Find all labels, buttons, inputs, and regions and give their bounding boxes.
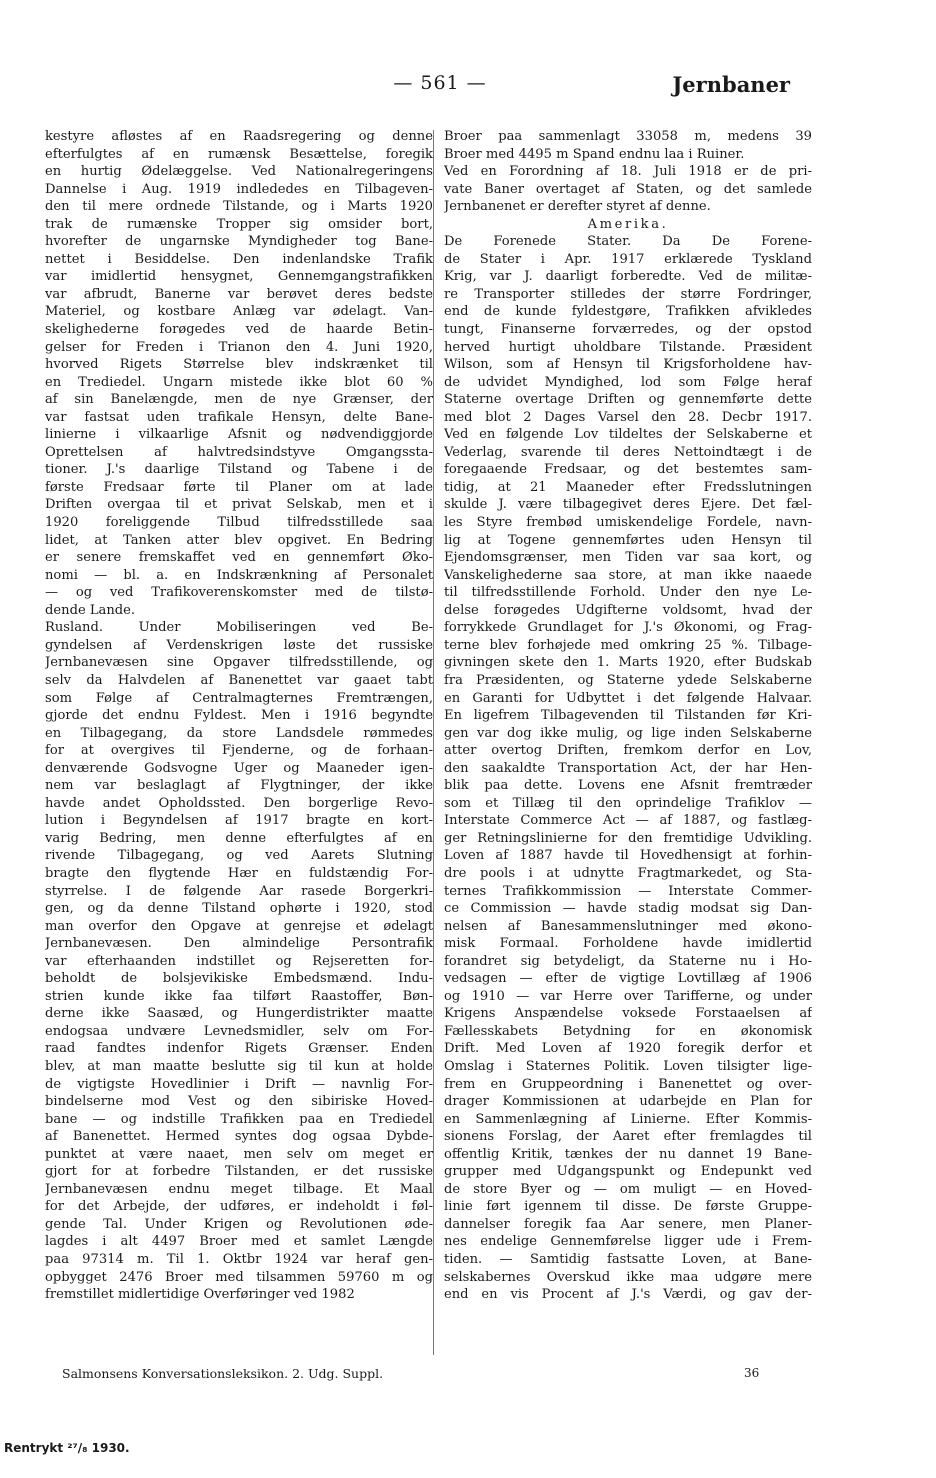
text-line: havde andet Opholdssted. Den borgerlige Revo- [45, 795, 433, 811]
text-line: Wilson, som af Hensyn til Krigsforholdene hav- [444, 357, 812, 373]
text-line: beholdt de bolsjevikiske Embedsmænd. Indu- [45, 971, 433, 987]
text-line: som et Tillæg til den oprindelige Trafiklov — [444, 795, 812, 811]
text-line: var fastsat uden trafikale Hensyn, delte Bane- [45, 409, 433, 425]
text-line: lig at Togene gennemførtes uden Hensyn til [444, 532, 812, 548]
text-line: den saakaldte Transportation Act, der har Hen- [444, 760, 812, 776]
text-line: Ved en Forordning af 18. Juli 1918 er de pri- [444, 164, 812, 180]
text-line: herved hurtigt uholdbare Tilstande. Præsident [444, 339, 812, 355]
text-line: bindelserne mod Vest og den sibiriske Hoved- [45, 1094, 433, 1110]
text-line: Ejendomsgrænser, men Tiden var saa kort, og [444, 550, 812, 566]
text-line: en Trediedel. Ungarn mistede ikke blot 60 % [45, 374, 433, 390]
text-line: re Transporter stilledes der større Fordringer, [444, 286, 812, 302]
text-line: Rusland. Under Mobiliseringen ved Be- [45, 620, 433, 636]
text-line: ternes Trafikkommission — Interstate Commer- [444, 883, 812, 899]
text-line: terne blev forhøjede med omkring 25 %. Tilbage- [444, 637, 812, 653]
text-line: raad fandtes indenfor Rigets Grænser. Enden [45, 1041, 433, 1057]
page-number: — 561 — [393, 72, 487, 94]
right-column [444, 128, 812, 1304]
text-line: denværende Godsvogne Uger og Maaneder igen- [45, 760, 433, 776]
text-line: foregaaende Fredsaar, og det bestemtes sam- [444, 462, 812, 478]
text-line: end en vis Procent af J.'s Værdi, og gav der- [444, 1287, 812, 1303]
text-line: dre pools i at udnytte Fragtmarkedet, og Sta- [444, 865, 812, 881]
text-line: En ligefrem Tilbagevenden til Tilstanden før Kri- [444, 708, 812, 724]
text-line: linie ført igennem til disse. De første Gruppe- [444, 1199, 812, 1215]
text-line: gjorde det endnu Fyldest. Men i 1916 begyndte [45, 708, 433, 724]
text-line: dende Lande. [45, 602, 136, 618]
text-line: tungt, Finanserne forværredes, og der opstod [444, 322, 812, 338]
text-line: gen, og da denne Tilstand ophørte i 1920, stod [45, 901, 433, 917]
text-line: er senere fremskaffet ved en gennemført Øko- [45, 550, 433, 566]
text-line: blik paa dette. Lovens ene Afsnit fremtræder [444, 778, 812, 794]
text-line: Fællesskabets Betydning for en økonomisk [444, 1023, 812, 1039]
text-line: lidet, at Tanken atter blev opgivet. En Bedring [45, 532, 433, 548]
text-line: punktet at være naaet, men selv om meget er [45, 1146, 433, 1162]
text-line: derne ikke Saasæd, og Hungerdistrikter maatte [45, 1006, 433, 1022]
text-line: som Følge af Centralmagternes Fremtrængen, [45, 690, 433, 706]
text-line: Oprettelsen af halvtredsindstyve Omgangssta- [45, 444, 433, 460]
text-line: paa 97314 m. Til 1. Oktbr 1924 var heraf gen- [45, 1252, 433, 1267]
text-line: styrrelse. I de følgende Aar rasede Borgerkri- [45, 883, 433, 899]
text-line: nettet i Besiddelse. Den indenlandske Trafik [45, 251, 433, 267]
text-line: bane — og indstille Trafikken paa en Trediedel [45, 1111, 433, 1127]
text-line: kestyre afløstes af en Raadsregering og denne [45, 129, 433, 144]
text-line: de vigtigste Hovedlinier i Drift — navnlig For- [45, 1076, 433, 1092]
text-line: Vederlag, svarende til deres Nettoindtægt i de [444, 444, 812, 460]
text-line: ce Commission — havde stadig modsat sig Dan- [444, 901, 812, 917]
text-line: en Garanti for Udbyttet i det følgende Halvaar. [444, 690, 812, 706]
text-line: Staterne overtage Driften og gennemførte dette [444, 392, 812, 408]
text-line: Drift. Med Loven af 1920 foregik derfor et [444, 1041, 812, 1057]
text-line: Loven af 1887 havde til Hovedhensigt at forhin- [444, 848, 812, 864]
text-line: til tilfredsstillende Forhold. Under den nye Le- [444, 585, 812, 601]
text-line: var efterhaanden indstillet og Rejseretten for- [45, 953, 433, 969]
text-line: forandret sig betydeligt, da Staterne nu i Ho- [444, 953, 812, 969]
text-line: atter overtog Driften, fremkom derfor en Lov, [444, 743, 812, 759]
text-line: lution i Begyndelsen af 1917 bragte en kort- [45, 813, 433, 829]
text-line: — og ved Trafikoverenskomster med de tilstø- [45, 585, 433, 601]
text-line: tidig, at 21 Maaneder efter Fredsslutningen [444, 479, 812, 495]
text-line: Jernbanevæsen endnu meget tilbage. Et Maal [45, 1181, 433, 1197]
text-line: Ved en følgende Lov tildeltes der Selskaberne et [444, 427, 812, 443]
text-line: linierne i vilkaarlige Afsnit og nødvendiggjorde [45, 427, 433, 443]
text-line: første Fredsaar førte til Planer om at lade [45, 479, 433, 495]
text-line: en Sammenlægning af Linierne. Efter Kommis- [444, 1111, 812, 1127]
text-line: nem var beslaglagt af Flygtninger, der ikke [45, 778, 433, 794]
reprint-note: Rentrykt ²⁷/₈ 1930. [4, 1441, 130, 1455]
text-line: trak de rumænske Tropper sig omsider bort, [45, 216, 433, 232]
text-line: bragte den flygtende Hær en fuldstændig For- [45, 865, 433, 881]
text-line: grupper med Udgangspunkt og Endepunkt ved [444, 1164, 812, 1180]
text-line: en hurtig Ødelæggelse. Ved Nationalregeringens [45, 164, 433, 180]
text-line: af sin Banelængde, men de nye Grænser, der [45, 392, 433, 408]
text-line: fremstillet midlertidige Overføringer ved 1982 [45, 1287, 355, 1303]
text-line: forrykkede Grundlaget for J.'s Økonomi, og Frag- [444, 620, 812, 636]
text-line: 1920 foreliggende Tilbud tilfredsstillede saa [45, 515, 433, 531]
text-line: misk Formaal. Forholdene havde imidlertid [444, 936, 812, 952]
left-column [45, 128, 433, 1304]
column-divider [433, 130, 434, 1355]
text-line: man overfor den Opgave at genrejse et ødelagt [45, 918, 433, 934]
text-line: gjort for at forbedre Tilstanden, er det russiske [45, 1164, 433, 1180]
source-line: Salmonsens Konversationsleksikon. 2. Udg. Suppl. [62, 1366, 384, 1381]
text-line: Jernbanevæsen. Den almindelige Persontrafik [45, 936, 433, 952]
text-line: en Tilbagegang, da store Landsdele rømmedes [45, 725, 433, 741]
text-line: delse forøgedes Udgifterne voldsomt, hvad der [444, 602, 812, 618]
text-line: var afbrudt, Banerne var berøvet deres bedste [45, 286, 433, 302]
text-line: drager Kommissionen at udarbejde en Plan for [444, 1094, 812, 1110]
text-line: de udvidet Myndighed, lod som Følge heraf [444, 374, 812, 390]
text-line: les Styre frembød umiskendelige Fordele, navn- [444, 515, 812, 531]
text-line: selskabernes Overskud ikke maa udgøre mere [444, 1269, 812, 1285]
text-line: Jernbanevæsen sine Opgaver tilfredsstillende, og [45, 655, 433, 671]
text-line: dannelser foregik faa Aar senere, men Planer- [444, 1216, 812, 1232]
text-line: Vanskelighederne saa store, at man ikke naaede [444, 567, 812, 583]
text-line: af Banenettet. Hermed syntes dog ogsaa Dybde- [45, 1129, 433, 1145]
text-line: Jernbanenet er derefter styret af denne. [444, 199, 711, 215]
text-line: Amerika. [587, 216, 669, 232]
text-line: skulde J. være tilbagegivet deres Ejere. Det fæl- [444, 497, 812, 513]
text-line: var imidlertid hensygnet, Gennemgangstrafikken [45, 269, 433, 285]
text-line: Krigens Anspændelse voksede Forstaaelsen af [444, 1006, 812, 1022]
text-line: vate Baner overtaget af Staten, og det samlede [444, 181, 812, 197]
text-line: strien kunde ikke faa tilført Raastoffer, Bøn- [45, 988, 433, 1004]
signature-mark: 36 [744, 1366, 760, 1380]
text-line: selv da Halvdelen af Banenettet var gaaet tabt [45, 672, 433, 688]
text-line: med blot 2 Dages Varsel den 28. Decbr 1917. [444, 409, 812, 425]
text-line: de Stater i Apr. 1917 erklærede Tyskland [444, 251, 812, 267]
text-line: lagdes i alt 4497 Broer med et samlet Længde [45, 1234, 433, 1250]
text-line: tiden. — Samtidig fastsatte Loven, at Bane- [444, 1252, 812, 1267]
text-line: Materiel, og kostbare Anlæg var ødelagt. Van- [45, 304, 433, 320]
text-line: sionens Forslag, der Aaret efter fremlagdes til [444, 1129, 812, 1145]
text-line: nomi — bl. a. en Indskrænkning af Personalet [45, 567, 433, 583]
text-line: hvorved Rigets Størrelse blev indskrænket til [45, 357, 433, 373]
text-line: endogsaa undvære Levnedsmidler, selv om For- [45, 1023, 433, 1039]
text-line: varig Bedring, men denne efterfulgtes af en [45, 830, 433, 846]
text-line: efterfulgtes af en rumænsk Besættelse, foregik [45, 146, 433, 162]
text-line: nes endelige Gennemførelse ligger ude i Frem- [444, 1234, 812, 1250]
text-line: Krig, var J. daarligt forberedte. Ved de militæ- [444, 269, 812, 285]
text-line: for det Arbejde, der udføres, er indeholdt i føl- [45, 1199, 433, 1215]
text-line: blev, at man maatte beslutte sig til kun at holde [45, 1058, 433, 1074]
running-title: Jernbaner [672, 72, 790, 97]
text-line: end de kunde fyldestgøre, Trafikken afvikledes [444, 304, 812, 320]
text-line: de store Byer og — om muligt — en Hoved- [444, 1181, 812, 1197]
text-line: den til mere ordnede Tilstande, og i Marts 1920 [45, 199, 433, 215]
text-line: opbygget 2476 Broer med tilsammen 59760 m og [45, 1269, 433, 1285]
text-line: tioner. J.'s daarlige Tilstand og Tabene i de [45, 462, 433, 478]
text-line: frem en Gruppeordning i Banenettet og over- [444, 1076, 812, 1092]
text-line: Interstate Commerce Act — af 1887, og fastlæg- [444, 813, 812, 829]
text-line: offentlig Kritik, tænkes der nu dannet 19 Bane- [444, 1146, 812, 1162]
text-line: givningen skete den 1. Marts 1920, efter Budskab [444, 655, 812, 671]
text-line: gelser for Freden i Trianon den 4. Juni 1920, [45, 339, 433, 355]
text-line: nelsen af Banesammenslutninger med økono- [444, 918, 812, 934]
text-line: Omslag i Staternes Politik. Loven tilsigter lige- [444, 1058, 812, 1074]
text-line: Driften overgaa til et privat Selskab, men et i [45, 497, 433, 513]
text-line: hvorefter de ungarnske Myndigheder tog Bane- [45, 234, 433, 250]
text-line: ger Retningslinierne for den fremtidige Udvikling. [444, 830, 812, 846]
text-line: Broer med 4495 m Spand endnu laa i Ruiner. [444, 146, 745, 162]
text-line: gende Tal. Under Krigen og Revolutionen øde- [45, 1216, 433, 1232]
text-line: rivende Tilbagegang, og ved Aarets Slutning [45, 848, 433, 864]
text-line: fra Præsidenten, og Staterne ydede Selskaberne [444, 672, 812, 688]
text-line: og 1910 — var Herre over Tarifferne, og under [444, 988, 812, 1004]
text-line: De Forenede Stater. Da De Forene- [444, 234, 812, 250]
text-line: vedsagen — efter de vigtige Lovtillæg af 1906 [444, 971, 812, 987]
text-line: skelighederne forøgedes ved de haarde Betin- [45, 322, 433, 338]
text-line: Broer paa sammenlagt 33058 m, medens 39 [444, 129, 812, 144]
text-line: gyndelsen af Verdenskrigen løste det russiske [45, 637, 433, 653]
text-line: gen var dog ikke mulig, og lige inden Selskaberne [444, 725, 812, 741]
text-line: Dannelse i Aug. 1919 indlededes en Tilbageven- [45, 181, 433, 197]
text-line: for at overgives til Fjenderne, og de forhaan- [45, 743, 433, 759]
